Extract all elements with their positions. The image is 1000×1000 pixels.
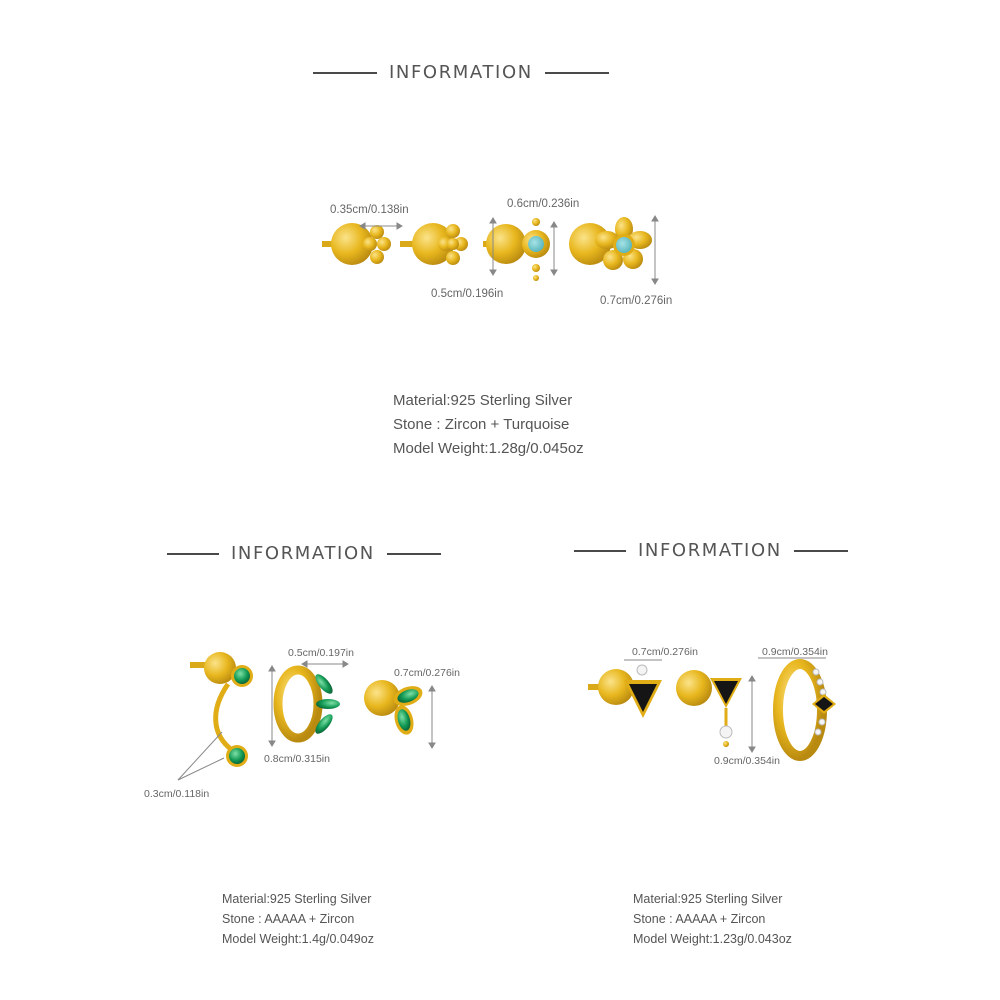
- earring-onyx-hoop: [778, 664, 836, 756]
- panel-1-specs: [393, 389, 584, 461]
- dim-height-bottom: 0.5cm/0.196in: [431, 288, 504, 300]
- heading-title: INFORMATION: [231, 543, 375, 564]
- dim-height-mid: 0.6cm/0.236in: [507, 198, 580, 210]
- panel-2-heading: [167, 543, 441, 564]
- dim-height-mid: 0.9cm/0.354in: [714, 755, 780, 767]
- dim-stone-size: 0.3cm/0.118in: [144, 788, 210, 800]
- heading-rule-right: [545, 72, 609, 74]
- earring-onyx-triangle: [588, 665, 662, 718]
- panel-2-specs: [222, 889, 374, 949]
- heading-rule-left: [167, 553, 219, 555]
- spec-material: Material:925 Sterling Silver: [222, 892, 372, 906]
- panel-3-heading: [574, 540, 848, 561]
- spec-weight: Model Weight:1.4g/0.049oz: [222, 932, 374, 946]
- earring-onyx-drop: [676, 670, 742, 747]
- heading-rule-right: [794, 550, 848, 552]
- panel-3-earrings-illustration: [580, 640, 870, 780]
- heading-rule-left: [574, 550, 626, 552]
- heading-rule-left: [313, 72, 377, 74]
- earring-turquoise-daisy: [569, 217, 652, 270]
- heading-rule-right: [387, 553, 441, 555]
- spec-stone: Stone : AAAAA + Zircon: [633, 912, 766, 926]
- panel-1-earrings-illustration: [300, 180, 720, 320]
- earring-bead-cluster-1: [322, 223, 391, 265]
- heading-title: INFORMATION: [389, 62, 533, 83]
- panel-3-specs: [633, 889, 792, 949]
- spec-material: Material:925 Sterling Silver: [633, 892, 783, 906]
- dim-width-hoop: 0.9cm/0.354in: [762, 646, 828, 658]
- spec-material: Material:925 Sterling Silver: [393, 392, 573, 409]
- dim-height-hoop: 0.8cm/0.315in: [264, 753, 330, 765]
- spec-weight: Model Weight:1.28g/0.045oz: [393, 440, 584, 457]
- dim-width-top: 0.5cm/0.197in: [288, 647, 354, 659]
- dim-width-left: 0.7cm/0.276in: [632, 646, 698, 658]
- dim-height-right: 0.7cm/0.276in: [600, 295, 673, 307]
- heading-title: INFORMATION: [638, 540, 782, 561]
- panel-1-heading: [313, 62, 609, 83]
- spec-weight: Model Weight:1.23g/0.043oz: [633, 932, 792, 946]
- earring-bead-cluster-2: [400, 223, 468, 265]
- dim-height-right: 0.7cm/0.276in: [394, 667, 460, 679]
- dim-width-top: 0.35cm/0.138in: [330, 204, 409, 216]
- earring-leaf-marquise: [364, 680, 425, 737]
- panel-2-earrings-illustration: [140, 640, 480, 810]
- spec-stone: Stone : AAAAA + Zircon: [222, 912, 355, 926]
- earring-emerald-jacket: [190, 652, 253, 767]
- earring-marquise-hoop: [278, 670, 340, 738]
- spec-stone: Stone : Zircon + Turquoise: [393, 416, 570, 433]
